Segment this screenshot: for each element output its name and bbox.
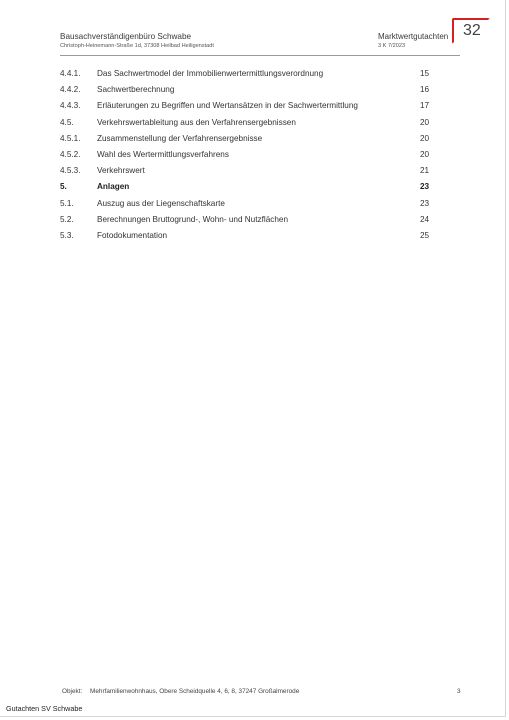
toc-entry — [60, 228, 440, 244]
toc-entry-title: Erläuterungen zu Begriffen und Wertansätzen in der Sachwertermittlung — [97, 101, 358, 111]
footer-object-label: Objekt: — [62, 688, 83, 695]
toc-entry-title: Das Sachwertmodel der Immobilienwertermittlungsverordnung — [97, 69, 324, 78]
toc-entry-title: Verkehrswertableitung aus den Verfahrensergebnissen — [97, 117, 296, 127]
toc-entry — [60, 212, 440, 228]
footer-object — [62, 688, 299, 695]
toc-entry — [60, 179, 440, 195]
toc-entry-title: Zusammenstellung der Verfahrensergebnisse — [97, 133, 263, 143]
footer-identifier: Gutachten SV Schwabe — [6, 704, 83, 713]
toc-entry-page: 20 — [420, 117, 430, 127]
toc-entry-page: 23 — [420, 198, 430, 208]
toc-entry — [60, 115, 440, 131]
toc-entry-number: 4.5.2. — [60, 149, 81, 159]
toc-entry-number: 5.2. — [60, 214, 74, 224]
toc-entry-page: 17 — [420, 101, 430, 111]
toc-entry-page: 24 — [420, 214, 430, 224]
toc-entry-page: 16 — [420, 85, 430, 95]
toc-entry-title: Wahl des Wertermittlungsverfahrens — [97, 149, 229, 159]
toc-entry-page: 23 — [420, 182, 430, 192]
toc-entry-number: 4.4.1. — [60, 69, 81, 78]
header-right — [378, 32, 448, 50]
document-type: Marktwertgutachten — [378, 32, 449, 41]
toc-entry — [60, 82, 440, 98]
toc-entry — [60, 196, 440, 212]
office-address: Christoph-Heinemann-Straße 1d, 37308 Heilbad Heiligenstadt — [60, 43, 214, 49]
toc-entry-page: 25 — [420, 230, 430, 240]
table-of-contents — [60, 66, 440, 244]
toc-entry-title: Auszug aus der Liegenschaftskarte — [97, 198, 225, 208]
toc-entry-page: 21 — [420, 166, 430, 176]
toc-entry — [60, 131, 440, 147]
toc-entry-title: Fotodokumentation — [97, 230, 168, 240]
toc-entry-number: 4.5.1. — [60, 133, 81, 143]
header-left — [60, 32, 214, 50]
toc-entry-title: Verkehrswert — [97, 166, 145, 176]
toc-entry-number: 4.4.2. — [60, 85, 81, 95]
toc-entry — [60, 98, 440, 114]
toc-entry-page: 20 — [420, 149, 430, 159]
toc-entry-number: 4.5.3. — [60, 166, 81, 176]
office-name: Bausachverständigenbüro Schwabe — [60, 32, 192, 41]
toc-entry-number: 5.1. — [60, 198, 74, 208]
page-stamp-number: 32 — [463, 22, 481, 39]
toc-entry — [60, 147, 440, 163]
toc-entry-page: 15 — [420, 69, 430, 78]
toc-entry-number: 5.3. — [60, 230, 74, 240]
header-divider — [60, 55, 460, 56]
toc-entry-title: Sachwertberechnung — [97, 85, 175, 95]
toc-entry-title: Berechnungen Bruttogrund-, Wohn- und Nutzflächen — [97, 214, 289, 224]
toc-entry-title: Anlagen — [97, 182, 130, 192]
footer-object-text: Mehrfamilienwohnhaus, Obere Scheidquelle 4, 6, 8, 37247 Großalmerode — [90, 688, 300, 695]
toc-entry-number: 5. — [60, 182, 67, 192]
toc-entry-page: 20 — [420, 133, 430, 143]
toc-entry — [60, 163, 440, 179]
toc-entry-number: 4.5. — [60, 117, 74, 127]
footer-page-number: 3 — [457, 688, 461, 695]
toc-entry — [60, 66, 440, 82]
toc-entry-number: 4.4.3. — [60, 101, 81, 111]
case-reference: 3 K 7/2023 — [378, 43, 406, 49]
